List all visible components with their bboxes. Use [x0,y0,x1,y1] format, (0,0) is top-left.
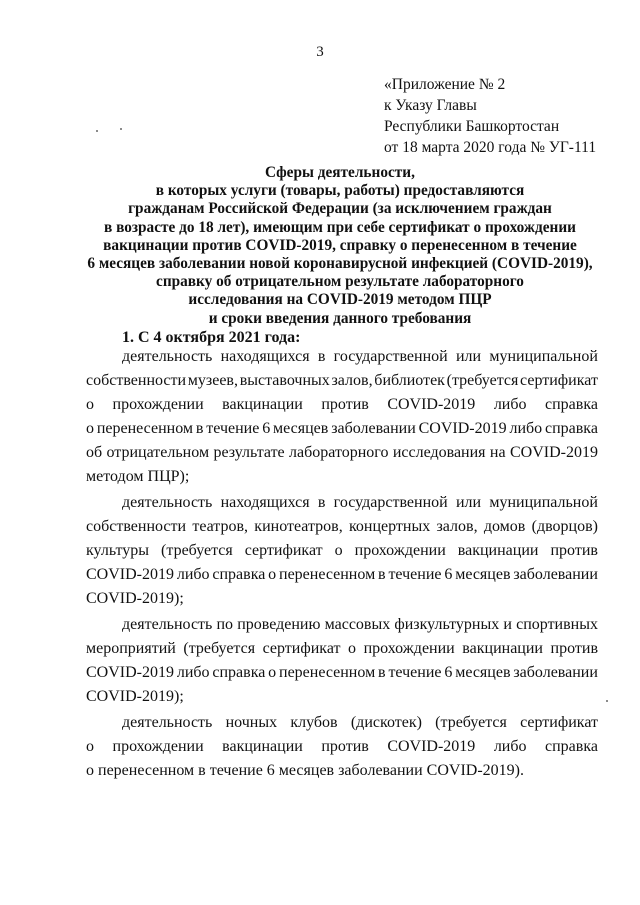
section-heading: 1. С 4 октября 2021 года: [122,329,301,346]
body-line [86,444,598,462]
body-word: кинотеатров, [254,518,343,535]
body-word: залов, [436,518,478,535]
body-word: о [268,566,277,583]
body-word: перенесенном [96,420,194,437]
body-word: деятельность [122,348,213,365]
appendix-line: от 18 марта 2020 года № УГ-111 [384,139,597,156]
appendix-line: Республики Башкортостан [384,118,560,135]
body-line [122,714,598,732]
body-word: заболевании [331,420,416,437]
body-word: либо [176,566,210,583]
body-line: COVID-2019); [86,590,184,607]
body-word: месяцев [455,566,511,583]
body-word: исследования [392,444,486,461]
body-word: или [455,348,482,365]
body-word: физкультурных [394,616,500,633]
body-word: COVID-2019 [509,444,598,461]
body-word: против [550,542,598,559]
body-word: против [321,738,369,755]
body-word: прохождении [354,542,446,559]
body-word: государственной [333,494,448,511]
body-word: в [317,494,326,511]
body-word: на [489,444,506,461]
body-word: отрицательном [106,444,210,461]
body-word: 6 [262,420,271,437]
body-word: заболевании [513,566,598,583]
body-word: COVID-2019 [418,420,507,437]
body-word: либо [509,420,543,437]
title-line: и сроки введения данного требования [208,309,472,327]
body-word: (требуется [183,640,256,657]
body-word: находящихся [220,494,310,511]
body-word: ночных [225,714,278,731]
body-word: деятельность [122,616,213,633]
body-word: месяцев [455,664,511,681]
body-word: течение [388,664,442,681]
body-word: сертификат [244,542,323,559]
body-word: справка [212,566,266,583]
body-word: культуры [86,542,150,559]
body-word: справка [544,420,598,437]
body-line [86,372,598,390]
body-word: (требуется [446,372,519,389]
title-line: в которых услуги (товары, работы) предоставляются [155,182,525,200]
body-word: вакцинации [462,640,543,657]
scan-speck [96,130,98,132]
body-word: течение [206,420,260,437]
body-word: библиотек [374,372,445,389]
body-word: собственности [86,372,187,389]
body-word: в [378,664,386,681]
appendix-line: «Приложение № 2 [384,76,506,93]
body-word: муниципальной [489,494,598,511]
body-word: собственности [86,518,187,535]
body-line [86,518,598,536]
body-word: перенесенном [279,566,376,583]
body-line [86,664,598,682]
body-word: месяцев [273,420,329,437]
title-line: в возрасте до 18 лет), имеющим при себе сертификат о прохождении [104,218,576,236]
body-word: прохождении [112,396,204,413]
body-line [122,616,598,634]
body-word: домов [483,518,526,535]
body-word: деятельность [122,714,213,731]
body-word: деятельность [122,494,213,511]
body-word: сертификат [262,640,341,657]
scan-speck [606,700,608,702]
body-word: COVID-2019 [387,738,476,755]
body-word: государственной [333,348,448,365]
body-line [122,494,598,512]
body-word: вакцинации [222,396,303,413]
body-word: против [550,640,598,657]
body-word: прохождении [363,640,455,657]
body-word: о [86,420,94,437]
body-word: театров, [192,518,249,535]
body-word: по [216,616,234,633]
body-word: заболевании [513,664,598,681]
body-word: 6 [444,566,453,583]
body-line [86,640,598,658]
body-word: либо [493,738,527,755]
body-word: 6 [444,664,453,681]
body-word: перенесенном [279,664,376,681]
body-word: о [348,640,357,657]
page-number: 3 [316,44,324,60]
body-word: о [86,396,94,413]
body-word: и [503,616,512,633]
body-word: прохождении [112,738,204,755]
scan-speck [120,128,122,130]
body-word: сертификат [520,372,598,389]
body-line [86,420,598,438]
body-word: в [195,420,204,437]
body-word: о [334,542,343,559]
body-word: (требуется [435,714,507,731]
title-line: справку об отрицательном результате лабораторного [156,273,524,291]
body-word: об [86,444,103,461]
body-word: о [86,738,94,755]
body-word: концертных [348,518,431,535]
body-word: вакцинации [457,542,539,559]
body-word: COVID-2019 [387,396,476,413]
body-word: мероприятий [86,640,176,657]
body-word: течение [388,566,442,583]
body-word: находящихся [220,348,310,365]
body-word: музеев, [187,372,238,389]
title-line: гражданам Российской Федерации (за исключением граждан [128,200,552,218]
body-word: справка [545,738,598,755]
body-word: либо [493,396,527,413]
body-word: результате [213,444,285,461]
body-word: против [321,396,369,413]
body-word: муниципальной [489,348,598,365]
body-word: (требуется [161,542,233,559]
title-line: вакцинации против COVID-2019, справку о перенесенном в течение [103,236,577,254]
body-line [86,566,598,584]
body-word: о [268,664,277,681]
body-word: либо [176,664,210,681]
body-word: залов, [331,372,373,389]
body-word: спортивных [516,616,598,633]
body-word: сертификат [520,714,598,731]
body-line: COVID-2019); [86,688,184,705]
body-word: в [317,348,326,365]
body-word: массовых [324,616,391,633]
body-word: (дискотек) [350,714,422,731]
document-title [70,164,610,328]
appendix-line: к Указу Главы [384,97,477,114]
body-word: COVID-2019 [86,664,174,681]
body-word: или [455,494,482,511]
body-line [86,542,598,560]
body-word: (дворцов) [531,518,598,535]
title-line: Сферы деятельности, [265,164,415,181]
body-word: COVID-2019 [86,566,174,583]
body-line [86,738,598,756]
body-word: клубов [290,714,338,731]
body-line: о перенесенном в течение 6 месяцев заболевании COVID-2019). [86,762,524,779]
body-word: проведению [237,616,321,633]
body-word: в [378,566,386,583]
body-word: лабораторного [289,444,389,461]
appendix-header [384,74,596,158]
title-line: исследования на COVID-2019 методом ПЦР [188,291,492,309]
body-word: справка [545,396,598,413]
body-word: справка [212,664,266,681]
body-line [86,396,598,414]
body-line: методом ПЦР); [86,468,190,485]
title-line: 6 месяцев заболевании новой коронавирусной инфекцией (COVID-2019), [87,255,593,273]
body-word: выставочных [239,372,330,389]
body-line [122,348,598,366]
body-word: вакцинации [222,738,303,755]
